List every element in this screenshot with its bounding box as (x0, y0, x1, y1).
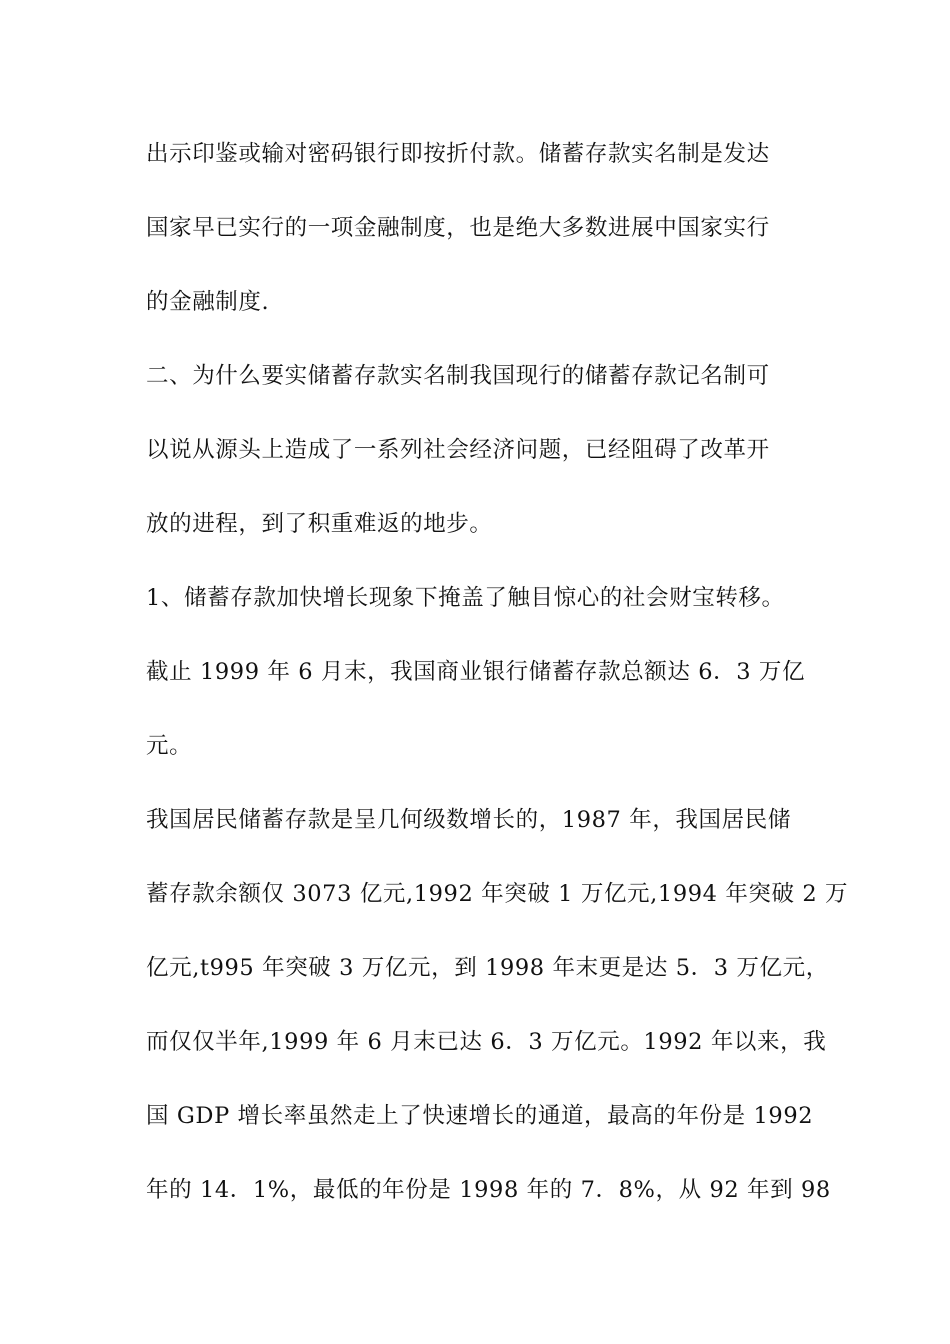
text-line: 截止 1999 年 6 月末，我国商业银行储蓄存款总额达 6．3 万亿 (146, 659, 806, 685)
text-line: 亿元,t995 年突破 3 万亿元，到 1998 年末更是达 5．3 万亿元， (146, 955, 829, 981)
text-line: 以说从源头上造成了一系列社会经济问题，已经阻碍了改革开 (146, 437, 770, 463)
text-line: 元。 (146, 733, 193, 759)
text-line: 二、为什么要实储蓄存款实名制我国现行的储蓄存款记名制可 (146, 363, 770, 389)
document-body (146, 128, 849, 1238)
text-line: 的金融制度. (146, 289, 270, 315)
text-line: 出示印鉴或输对密码银行即按折付款。储蓄存款实名制是发达 (146, 141, 770, 167)
text-line: 我国居民储蓄存款是呈几何级数增长的，1987 年，我国居民储 (146, 807, 791, 833)
text-line: 国 GDP 增长率虽然走上了快速增长的通道，最高的年份是 1992 (146, 1103, 814, 1129)
text-line: 而仅仅半年,1999 年 6 月末已达 6．3 万亿元。1992 年以来，我 (146, 1029, 827, 1055)
text-line: 1、储蓄存款加快增长现象下掩盖了触目惊心的社会财宝转移。 (146, 585, 785, 611)
text-line: 年的 14．1%，最低的年份是 1998 年的 7．8%，从 92 年到 98 (146, 1177, 831, 1203)
text-line: 国家早已实行的一项金融制度，也是绝大多数进展中国家实行 (146, 215, 770, 241)
text-line: 放的进程，到了积重难返的地步。 (146, 511, 493, 537)
text-line: 蓄存款余额仅 3073 亿元,1992 年突破 1 万亿元,1994 年突破 2 万 (146, 881, 849, 907)
